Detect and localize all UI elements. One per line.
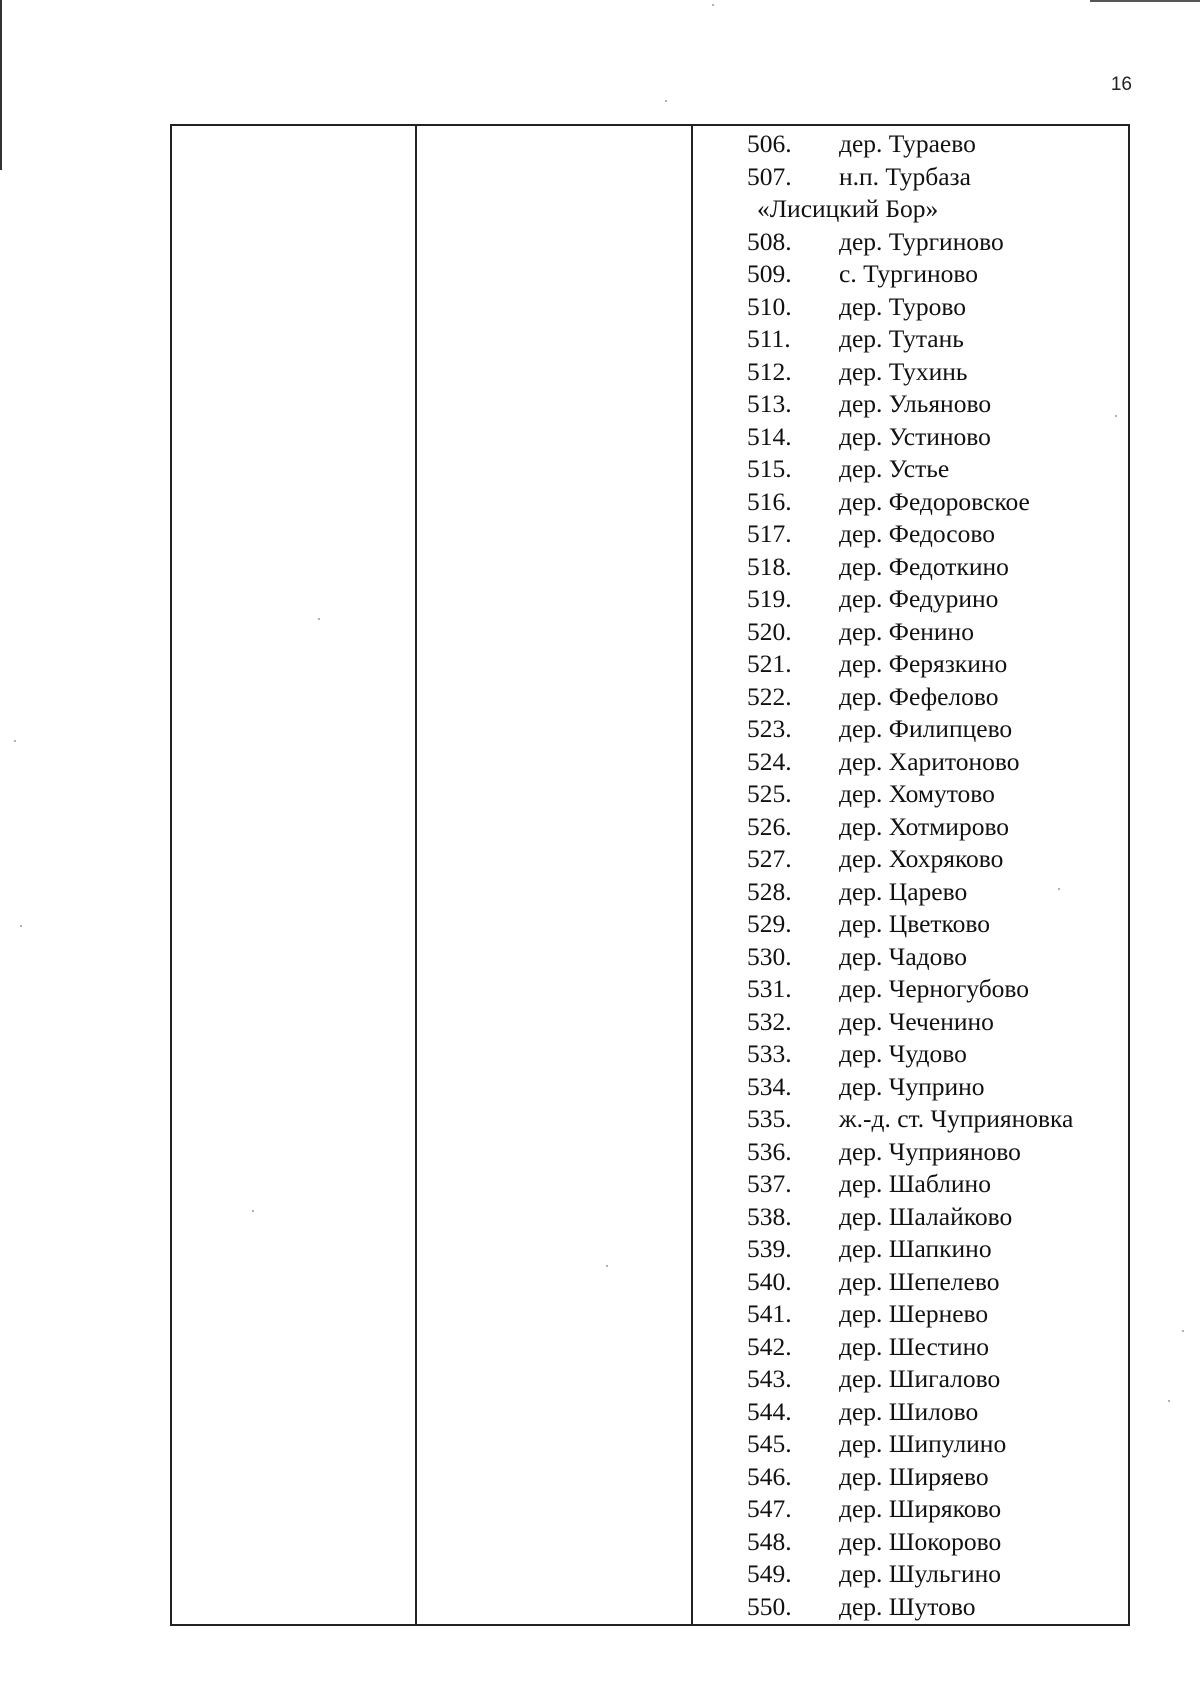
entry-number: 545. xyxy=(747,1429,792,1458)
entry-number: 550. xyxy=(747,1591,792,1621)
scan-speck xyxy=(1058,888,1060,890)
list-item xyxy=(693,1493,1128,1526)
scan-speck xyxy=(14,740,16,742)
list-item xyxy=(693,1363,1128,1396)
entry-name: дер. Тухинь xyxy=(839,356,968,386)
entry-name: с. Тургиново xyxy=(839,259,978,288)
entry-number: 516. xyxy=(747,486,792,516)
scan-speck xyxy=(252,1210,254,1212)
page-number: 16 xyxy=(1110,74,1132,95)
entry-number: 533. xyxy=(747,1039,792,1068)
list-item xyxy=(693,843,1128,876)
list-item xyxy=(693,811,1128,844)
entry-number: 529. xyxy=(747,909,792,938)
table-column-3 xyxy=(693,126,1128,1624)
entry-number: 527. xyxy=(747,844,792,873)
entry-number: 521. xyxy=(747,649,792,678)
list-item xyxy=(693,1071,1128,1104)
entry-number: 509. xyxy=(747,259,792,288)
entry-name: дер. Хомутово xyxy=(839,779,995,808)
entry-name: дер. Цветково xyxy=(839,909,991,938)
entry-name: дер. Тургиново xyxy=(839,226,1004,256)
list-item xyxy=(693,908,1128,941)
entry-number: 518. xyxy=(747,551,792,581)
entry-name: дер. Федоровское xyxy=(839,486,1030,516)
list-item xyxy=(693,1591,1128,1624)
list-item xyxy=(693,1103,1128,1136)
entry-number: 515. xyxy=(747,454,792,483)
list-item xyxy=(693,1168,1128,1201)
entry-name: дер. Шепелево xyxy=(839,1266,1000,1296)
entry-name: дер. Царево xyxy=(839,876,968,906)
scan-speck xyxy=(318,618,320,620)
entry-number: 513. xyxy=(747,389,792,418)
list-item xyxy=(693,1038,1128,1071)
list-item xyxy=(693,453,1128,486)
list-item xyxy=(693,128,1128,161)
entry-number: 524. xyxy=(747,746,792,776)
list-item xyxy=(693,486,1128,519)
entry-name: дер. Турово xyxy=(839,291,966,321)
entry-name: дер. Чуприяново xyxy=(839,1136,1021,1166)
list-item xyxy=(693,388,1128,421)
entry-number: 537. xyxy=(747,1169,792,1198)
entry-name: дер. Тураево xyxy=(839,129,976,158)
list-item xyxy=(693,1201,1128,1234)
list-item xyxy=(693,1266,1128,1299)
entry-number: 538. xyxy=(747,1201,792,1231)
entry-name: дер. Федосово xyxy=(839,519,995,548)
entry-name: дер. Шульгино xyxy=(839,1559,1002,1588)
entry-number: 532. xyxy=(747,1006,792,1036)
entry-name: дер. Черногубово xyxy=(839,974,1030,1003)
entry-number: 517. xyxy=(747,519,792,548)
entry-number: 544. xyxy=(747,1396,792,1426)
list-item xyxy=(693,876,1128,909)
entry-number: 514. xyxy=(747,421,792,451)
entry-name: дер. Фенино xyxy=(839,616,974,646)
entry-name: дер. Чудово xyxy=(839,1039,967,1068)
scan-speck xyxy=(1182,1330,1184,1332)
entry-name: дер. Ульяново xyxy=(839,389,992,418)
entry-number: 526. xyxy=(747,811,792,841)
list-item xyxy=(693,681,1128,714)
entry-name: дер. Чадово xyxy=(839,941,968,971)
scan-speck xyxy=(606,1265,608,1267)
list-item xyxy=(693,616,1128,649)
entry-name: дер. Шокорово xyxy=(839,1526,1002,1556)
entry-name: дер. Федурино xyxy=(839,584,999,613)
entry-number: 511. xyxy=(747,324,791,353)
entry-number: 512. xyxy=(747,356,792,386)
list-item xyxy=(693,356,1128,389)
entry-name-continued: «Лисицкий Бор» xyxy=(757,194,939,223)
scan-top-rule xyxy=(1090,0,1200,2)
entry-name: дер. Устиново xyxy=(839,421,991,451)
list-item xyxy=(693,518,1128,551)
entry-number: 547. xyxy=(747,1494,792,1523)
list-item xyxy=(693,1006,1128,1039)
entry-number: 546. xyxy=(747,1461,792,1491)
entry-name: дер. Устье xyxy=(839,454,950,483)
entry-name: дер. Хотмирово xyxy=(839,811,1010,841)
table-column-2 xyxy=(417,126,693,1624)
scan-edge-line xyxy=(0,0,2,170)
list-item xyxy=(693,778,1128,811)
entry-number: 548. xyxy=(747,1526,792,1556)
list-item xyxy=(693,1461,1128,1494)
entry-name: дер. Шернево xyxy=(839,1299,989,1328)
scan-speck xyxy=(1115,415,1117,417)
entry-number: 539. xyxy=(747,1234,792,1263)
entry-name: н.п. Турбаза xyxy=(839,161,971,191)
entry-name: дер. Федоткино xyxy=(839,551,1009,581)
entry-number: 535. xyxy=(747,1104,792,1133)
entry-name: дер. Шилово xyxy=(839,1396,979,1426)
entry-number: 541. xyxy=(747,1299,792,1328)
entry-number: 540. xyxy=(747,1266,792,1296)
entry-number: 522. xyxy=(747,681,792,711)
entry-name: дер. Ширяево xyxy=(839,1461,989,1491)
entry-name: дер. Шестино xyxy=(839,1331,989,1361)
entry-number: 507. xyxy=(747,161,792,191)
entry-number: 506. xyxy=(747,129,792,158)
list-item xyxy=(693,1331,1128,1364)
scan-speck xyxy=(20,925,22,927)
entry-name: дер. Фефелово xyxy=(839,681,999,711)
entry-name: дер. Шаблино xyxy=(839,1169,991,1198)
scan-speck xyxy=(712,4,714,6)
list-item xyxy=(693,583,1128,616)
list-item xyxy=(693,1428,1128,1461)
entry-number: 549. xyxy=(747,1559,792,1588)
entry-number: 542. xyxy=(747,1331,792,1361)
list-item xyxy=(693,746,1128,779)
list-item xyxy=(693,323,1128,356)
entry-number: 519. xyxy=(747,584,792,613)
list-item xyxy=(693,258,1128,291)
entry-name: дер. Харитоново xyxy=(839,746,1020,776)
scan-speck xyxy=(665,100,667,102)
entry-number: 528. xyxy=(747,876,792,906)
entry-name: дер. Хохряково xyxy=(839,844,1004,873)
entry-name: дер. Шапкино xyxy=(839,1234,992,1263)
list-item xyxy=(693,1233,1128,1266)
list-item xyxy=(693,941,1128,974)
entry-number: 531. xyxy=(747,974,792,1003)
entry-name: дер. Шалайково xyxy=(839,1201,1013,1231)
list-item xyxy=(693,648,1128,681)
entry-name: дер. Шутово xyxy=(839,1591,976,1621)
entry-name: дер. Шигалово xyxy=(839,1364,1001,1393)
entry-number: 523. xyxy=(747,714,792,743)
entry-name: дер. Чеченино xyxy=(839,1006,994,1036)
entry-name: ж.-д. ст. Чуприяновка xyxy=(839,1104,1074,1133)
entry-number: 508. xyxy=(747,226,792,256)
settlements-table xyxy=(170,124,1130,1626)
list-item xyxy=(693,291,1128,324)
entry-name: дер. Чуприно xyxy=(839,1071,985,1101)
entry-name: дер. Ширяково xyxy=(839,1494,1002,1523)
list-item xyxy=(693,1558,1128,1591)
entry-number: 525. xyxy=(747,779,792,808)
entry-number: 510. xyxy=(747,291,792,321)
list-item xyxy=(693,1526,1128,1559)
entry-number: 530. xyxy=(747,941,792,971)
list-item xyxy=(693,551,1128,584)
list-item xyxy=(693,161,1128,226)
entry-name: дер. Шипулино xyxy=(839,1429,1007,1458)
entry-number: 520. xyxy=(747,616,792,646)
entry-name: дер. Тутань xyxy=(839,324,964,353)
list-item xyxy=(693,421,1128,454)
entry-name: дер. Филипцево xyxy=(839,714,1013,743)
list-item xyxy=(693,226,1128,259)
list-item xyxy=(693,713,1128,746)
list-item xyxy=(693,973,1128,1006)
entry-name: дер. Ферязкино xyxy=(839,649,1008,678)
settlement-list xyxy=(693,126,1128,1623)
list-item xyxy=(693,1298,1128,1331)
entry-number: 543. xyxy=(747,1364,792,1393)
entry-number: 536. xyxy=(747,1136,792,1166)
table-column-1 xyxy=(172,126,417,1624)
entry-number: 534. xyxy=(747,1071,792,1101)
list-item xyxy=(693,1396,1128,1429)
list-item xyxy=(693,1136,1128,1169)
scan-speck xyxy=(1168,1400,1170,1402)
